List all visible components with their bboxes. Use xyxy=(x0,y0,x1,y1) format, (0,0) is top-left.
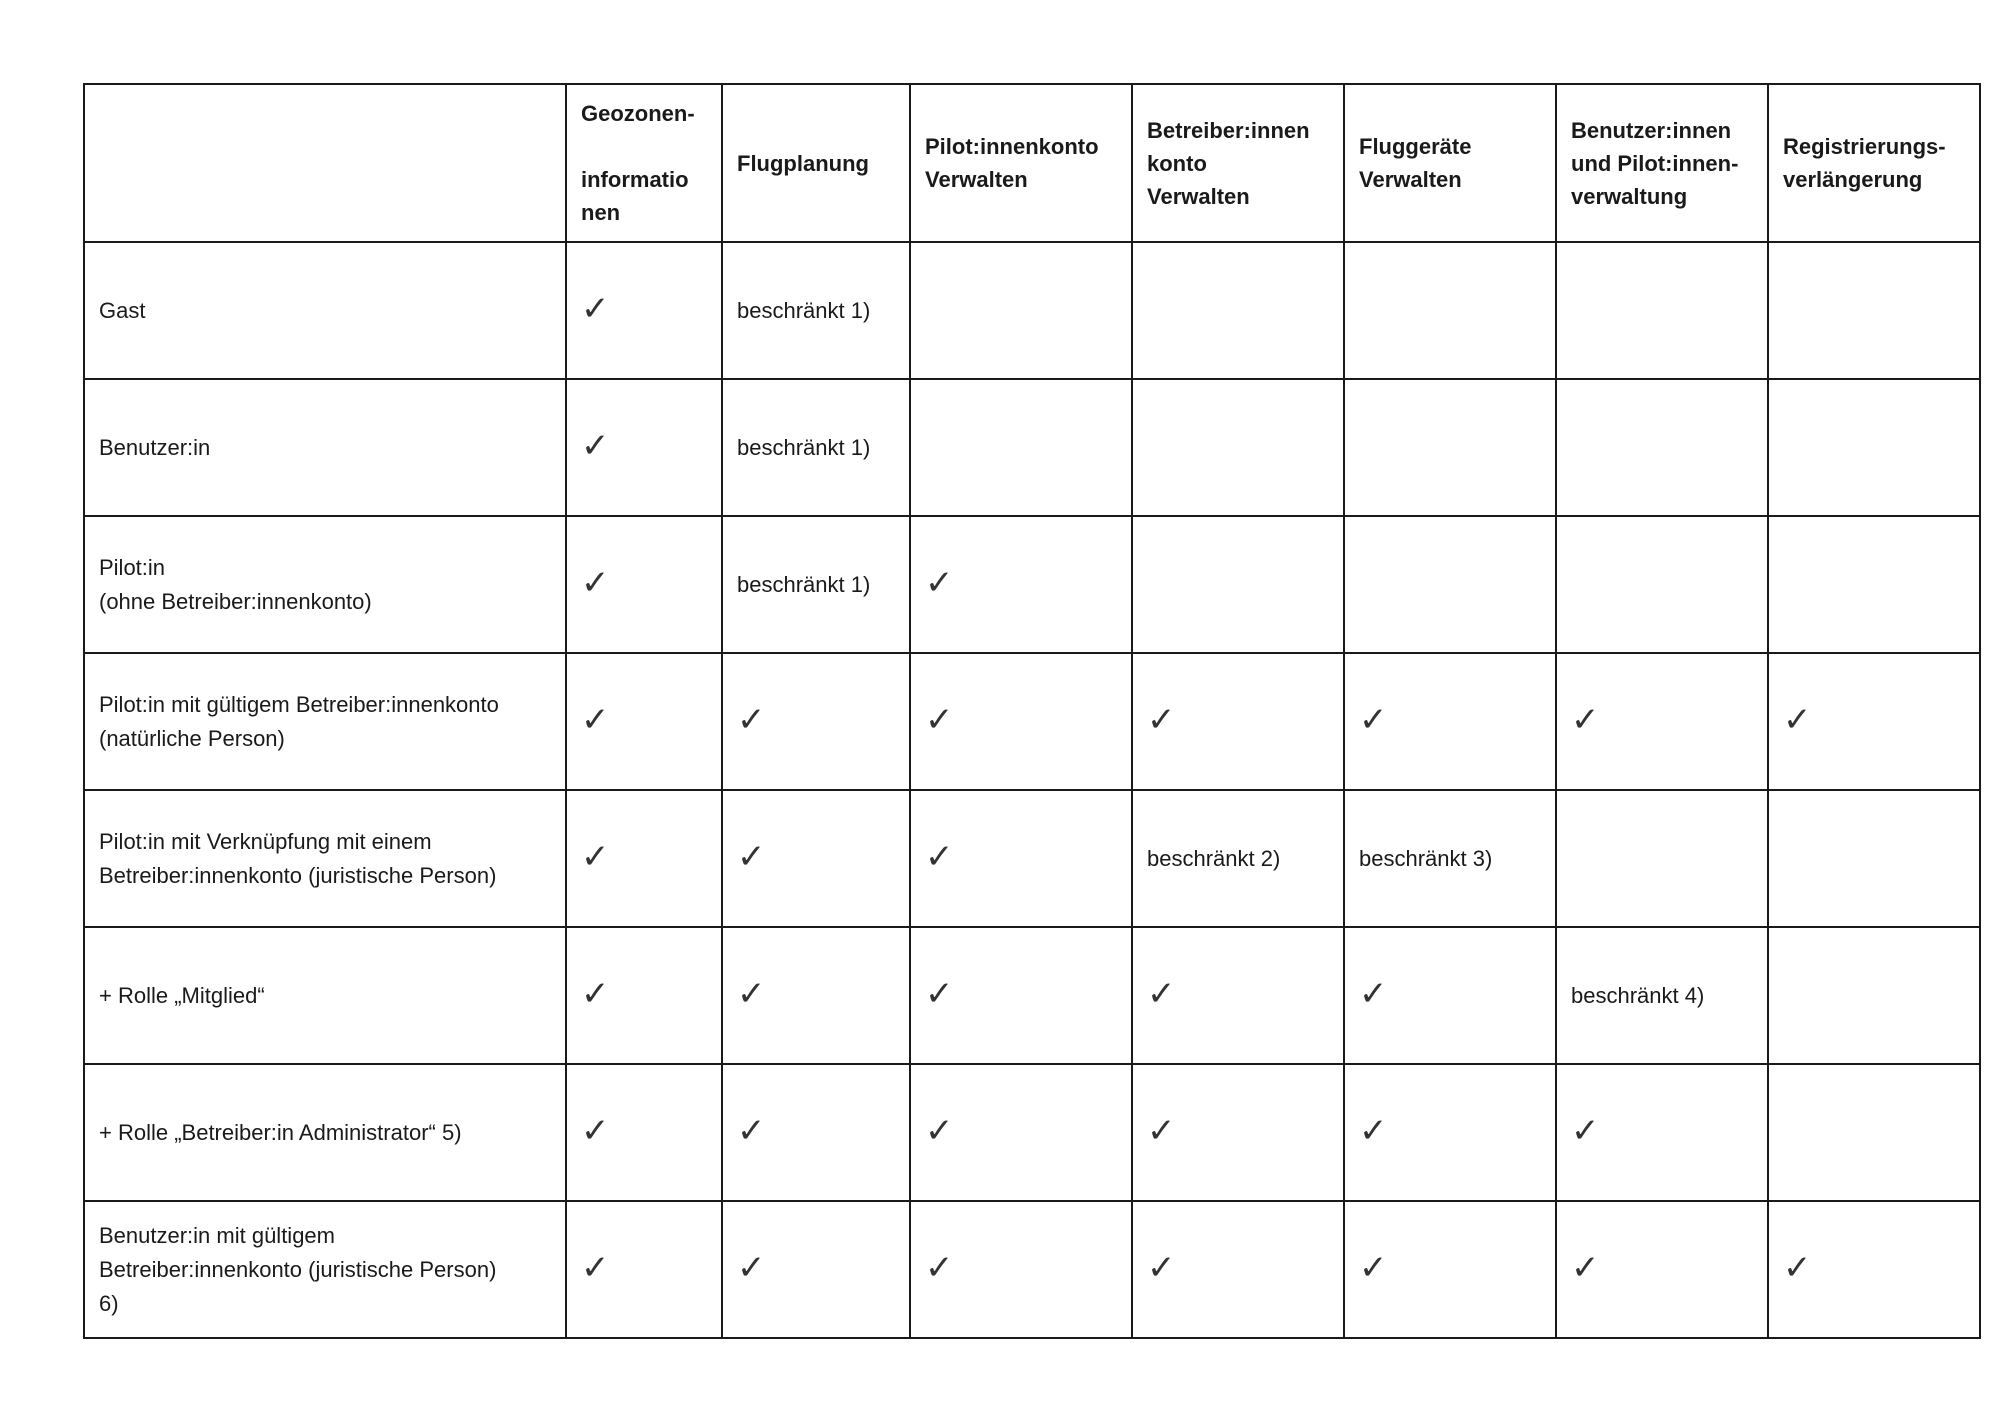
permission-note: beschränkt 1) xyxy=(737,571,871,597)
permission-cell xyxy=(566,1201,722,1338)
role-label: Benutzer:in xyxy=(99,434,211,460)
role-label: Pilot:in mit gültigem Betreiber:innenkonto (natürliche Person) xyxy=(99,691,499,751)
permission-cell xyxy=(1768,242,1980,379)
role-label: Pilot:in mit Verknüpfung mit einem Betreiber:innenkonto (juristische Person) xyxy=(99,828,497,888)
permission-cell xyxy=(910,516,1132,653)
permission-cell xyxy=(1132,1064,1344,1201)
checkmark-icon: ✓ xyxy=(925,1247,954,1288)
permission-cell xyxy=(910,1201,1132,1338)
checkmark-icon: ✓ xyxy=(925,836,954,877)
role-label: + Rolle „Mitglied“ xyxy=(99,982,265,1008)
permission-cell xyxy=(1556,790,1768,927)
permission-cell xyxy=(1344,653,1556,790)
permission-cell xyxy=(566,1064,722,1201)
permission-cell xyxy=(566,379,722,516)
permission-note: beschränkt 3) xyxy=(1359,845,1493,871)
permission-cell xyxy=(722,790,910,927)
header-corner-cell xyxy=(84,84,566,242)
permission-cell xyxy=(1344,790,1556,927)
permission-cell xyxy=(910,1064,1132,1201)
permission-cell xyxy=(1768,790,1980,927)
checkmark-icon: ✓ xyxy=(1571,699,1600,740)
permission-cell xyxy=(566,653,722,790)
table-row xyxy=(84,1201,1980,1338)
checkmark-icon: ✓ xyxy=(925,1110,954,1151)
checkmark-icon: ✓ xyxy=(925,562,954,603)
checkmark-icon: ✓ xyxy=(581,699,610,740)
checkmark-icon: ✓ xyxy=(737,973,766,1014)
table-row xyxy=(84,927,1980,1064)
checkmark-icon: ✓ xyxy=(737,1247,766,1288)
permission-cell xyxy=(1768,1064,1980,1201)
permission-cell xyxy=(722,1201,910,1338)
table-row xyxy=(84,653,1980,790)
permission-cell xyxy=(1768,1201,1980,1338)
permission-cell xyxy=(1556,1064,1768,1201)
permission-cell xyxy=(1768,379,1980,516)
permission-note: beschränkt 4) xyxy=(1571,982,1705,1008)
checkmark-icon: ✓ xyxy=(925,973,954,1014)
permission-cell xyxy=(1132,242,1344,379)
role-cell xyxy=(84,790,566,927)
role-label: Benutzer:in mit gültigem Betreiber:innenkonto (juristische Person) 6) xyxy=(99,1222,497,1316)
permission-cell xyxy=(1132,790,1344,927)
checkmark-icon: ✓ xyxy=(737,699,766,740)
permission-cell xyxy=(1344,927,1556,1064)
permission-cell xyxy=(1344,379,1556,516)
permission-cell xyxy=(722,927,910,1064)
permission-cell xyxy=(910,790,1132,927)
permission-cell xyxy=(566,927,722,1064)
checkmark-icon: ✓ xyxy=(1147,973,1176,1014)
permission-cell xyxy=(1344,516,1556,653)
permission-cell xyxy=(722,242,910,379)
header-row xyxy=(84,84,1980,242)
permission-cell xyxy=(1132,653,1344,790)
permission-cell xyxy=(722,379,910,516)
table-row xyxy=(84,1064,1980,1201)
permission-cell xyxy=(1132,1201,1344,1338)
permission-cell xyxy=(1132,379,1344,516)
checkmark-icon: ✓ xyxy=(1783,699,1812,740)
header-betreiberinnenkonto: Betreiber:innen konto Verwalten xyxy=(1132,84,1344,242)
header-geozonen: Geozonen- informatio nen xyxy=(566,84,722,242)
role-label: Pilot:in (ohne Betreiber:innenkonto) xyxy=(99,554,372,614)
checkmark-icon: ✓ xyxy=(581,288,610,329)
checkmark-icon: ✓ xyxy=(1359,699,1388,740)
permission-cell xyxy=(1344,1064,1556,1201)
permission-cell xyxy=(1344,242,1556,379)
checkmark-icon: ✓ xyxy=(581,836,610,877)
permission-cell xyxy=(722,653,910,790)
header-fluggeraete: Fluggeräte Verwalten xyxy=(1344,84,1556,242)
permission-cell xyxy=(1556,653,1768,790)
checkmark-icon: ✓ xyxy=(1359,1110,1388,1151)
permission-note: beschränkt 1) xyxy=(737,297,871,323)
role-label: + Rolle „Betreiber:in Administrator“ 5) xyxy=(99,1119,462,1145)
checkmark-icon: ✓ xyxy=(1359,973,1388,1014)
permission-cell xyxy=(1132,516,1344,653)
role-cell xyxy=(84,1201,566,1338)
checkmark-icon: ✓ xyxy=(1571,1110,1600,1151)
checkmark-icon: ✓ xyxy=(581,973,610,1014)
permission-cell xyxy=(910,242,1132,379)
header-registrierung: Registrierungs- verlängerung xyxy=(1768,84,1980,242)
permission-cell xyxy=(1556,242,1768,379)
header-flugplanung: Flugplanung xyxy=(722,84,910,242)
permission-cell xyxy=(1768,927,1980,1064)
table-row xyxy=(84,790,1980,927)
permission-cell xyxy=(1768,516,1980,653)
permission-cell xyxy=(1132,927,1344,1064)
permission-cell xyxy=(566,516,722,653)
checkmark-icon: ✓ xyxy=(737,836,766,877)
permission-cell xyxy=(1344,1201,1556,1338)
permission-note: beschränkt 1) xyxy=(737,434,871,460)
table-row xyxy=(84,242,1980,379)
permission-cell xyxy=(1556,516,1768,653)
checkmark-icon: ✓ xyxy=(581,1110,610,1151)
permission-cell xyxy=(910,927,1132,1064)
permission-cell xyxy=(1556,927,1768,1064)
permissions-table xyxy=(83,83,1981,1339)
header-pilotinnenkonto: Pilot:innenkonto Verwalten xyxy=(910,84,1132,242)
role-cell xyxy=(84,927,566,1064)
permission-cell xyxy=(1556,379,1768,516)
checkmark-icon: ✓ xyxy=(581,1247,610,1288)
checkmark-icon: ✓ xyxy=(1147,1247,1176,1288)
permission-cell xyxy=(566,790,722,927)
role-cell xyxy=(84,242,566,379)
checkmark-icon: ✓ xyxy=(925,699,954,740)
permission-cell xyxy=(910,379,1132,516)
checkmark-icon: ✓ xyxy=(1359,1247,1388,1288)
checkmark-icon: ✓ xyxy=(1571,1247,1600,1288)
checkmark-icon: ✓ xyxy=(1783,1247,1812,1288)
table-row xyxy=(84,379,1980,516)
checkmark-icon: ✓ xyxy=(1147,699,1176,740)
table-body xyxy=(84,242,1980,1338)
permission-cell xyxy=(1556,1201,1768,1338)
checkmark-icon: ✓ xyxy=(1147,1110,1176,1151)
role-cell xyxy=(84,653,566,790)
table-row xyxy=(84,516,1980,653)
permission-cell xyxy=(722,516,910,653)
checkmark-icon: ✓ xyxy=(581,562,610,603)
role-cell xyxy=(84,516,566,653)
role-cell xyxy=(84,379,566,516)
header-benutzerverwaltung: Benutzer:innen und Pilot:innen- verwaltung xyxy=(1556,84,1768,242)
permission-note: beschränkt 2) xyxy=(1147,845,1281,871)
permission-cell xyxy=(1768,653,1980,790)
role-cell xyxy=(84,1064,566,1201)
permission-cell xyxy=(566,242,722,379)
permission-cell xyxy=(722,1064,910,1201)
checkmark-icon: ✓ xyxy=(737,1110,766,1151)
role-label: Gast xyxy=(99,297,146,323)
permission-cell xyxy=(910,653,1132,790)
checkmark-icon: ✓ xyxy=(581,425,610,466)
